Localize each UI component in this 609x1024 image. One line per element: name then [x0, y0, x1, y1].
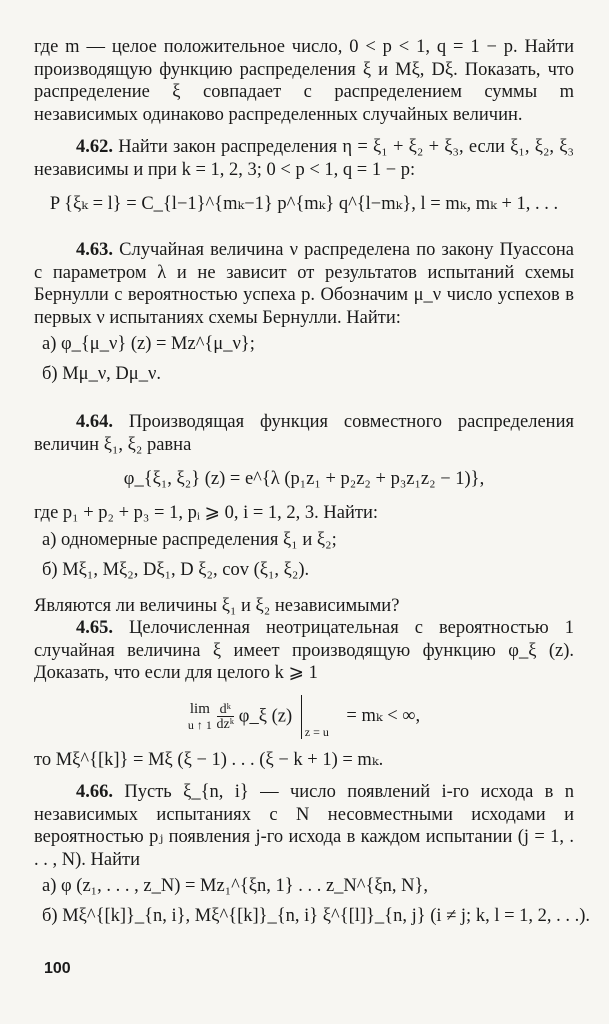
item-b-4-63: б) Mμ_ν, Dμ_ν.: [42, 364, 161, 384]
problem-4-66: [34, 781, 574, 871]
evaluation-bar: [301, 695, 329, 739]
problem-number: 4.62.: [76, 137, 113, 157]
problem-4-63: [34, 239, 574, 329]
item-b-4-66: б) Mξ^{[k]}_{n, i}, Mξ^{[k]}_{n, i} ξ^{[l]}_{n, j} (i ≠ j; k, l = 1, 2, . . .).: [42, 906, 591, 926]
limit-operator: [188, 701, 212, 733]
problem-4-64: [34, 411, 574, 456]
formula-4-65: [34, 695, 574, 739]
page-number: 100: [44, 960, 71, 977]
item-a-4-64: а) одномерные распределения ξ₁ и ξ₂;: [42, 529, 337, 550]
problem-text: Найти закон распределения η = ξ₁ + ξ₂ + ξ₃, если ξ₁, ξ₂, ξ₃ независимы и при k = 1, 2, 3; 0 < p < 1, q = 1 − p:: [34, 137, 575, 180]
problem-number: 4.63.: [76, 240, 113, 260]
question-4-64: Являются ли величины ξ₁ и ξ₂ независимыми?: [34, 595, 400, 616]
lim-word: lim: [189, 700, 210, 717]
fraction-numerator: dᵏ: [219, 701, 232, 717]
evaluation-point: z = u: [304, 724, 329, 739]
item-a-4-63: а) φ_{μ_ν} (z) = Mz^{μ_ν};: [42, 334, 255, 354]
problem-number: 4.66.: [76, 782, 113, 802]
condition-4-64: где p₁ + p₂ + p₃ = 1, pᵢ ⩾ 0, i = 1, 2, 3. Найти:: [34, 503, 379, 523]
problem-text: Производящая функция совместного распределения величин ξ₁, ξ₂ равна: [34, 412, 574, 455]
problem-text: Случайная величина ν распределена по закону Пуассона с параметром λ и не зависит от результатов испытаний схемы Бернулли с вероятностью успеха p. Обозначим μ_ν число успехов в первых ν испытаниях схемы Бернулли. Найти:: [34, 240, 574, 328]
item-b-4-64: б) Mξ₁, Mξ₂, Dξ₁, D ξ₂, cov (ξ₁, ξ₂).: [42, 559, 310, 580]
formula-4-64: φ_{ξ₁, ξ₂} (z) = e^{λ (p₁z₁ + p₂z₂ + p₃z₁z₂ − 1)},: [123, 469, 485, 489]
problem-number: 4.65.: [76, 618, 113, 638]
problem-text: Пусть ξ_{n, i} — число появлений i-го исхода в n независимых испытаниях с N несовместными исходами и вероятностью pⱼ появления j-го исхода в каждом испытании (j = 1, . . . , N). Найти: [34, 782, 575, 870]
intro-paragraph: где m — целое положительное число, 0 < p < 1, q = 1 − p. Найти производящую функцию распределения ξ и Mξ, Dξ. Показать, что распределение ξ совпадает с распределением суммы m независимых одинаково распределенных случайных величин.: [34, 37, 574, 125]
formula-4-62: P {ξₖ = l} = C_{l−1}^{mₖ−1} p^{mₖ} q^{l−mₖ}, l = mₖ, mₖ + 1, . . .: [49, 194, 559, 214]
item-a-4-66: а) φ (z₁, . . . , z_N) = Mz₁^{ξn, 1} . . . z_N^{ξn, N},: [42, 876, 428, 896]
problem-4-62: [34, 136, 574, 181]
problem-number: 4.64.: [76, 412, 113, 432]
conclusion-4-65: то Mξ^{[k]} = Mξ (ξ − 1) . . . (ξ − k + 1) = mₖ.: [34, 749, 384, 770]
generating-function: φ_ξ (z): [238, 705, 293, 726]
problem-text: Целочисленная неотрицательная с вероятностью 1 случайная величина ξ имеет производящую функцию φ_ξ (z). Доказать, что если для целого k ⩾ 1: [34, 618, 574, 683]
limit-rhs: = mₖ < ∞,: [346, 705, 421, 726]
fraction-denominator: dzᵏ: [216, 716, 235, 732]
lim-subscript: u ↑ 1: [187, 717, 212, 732]
textbook-page: [34, 36, 591, 931]
problem-4-65: [34, 617, 574, 685]
derivative-fraction: [217, 702, 235, 732]
